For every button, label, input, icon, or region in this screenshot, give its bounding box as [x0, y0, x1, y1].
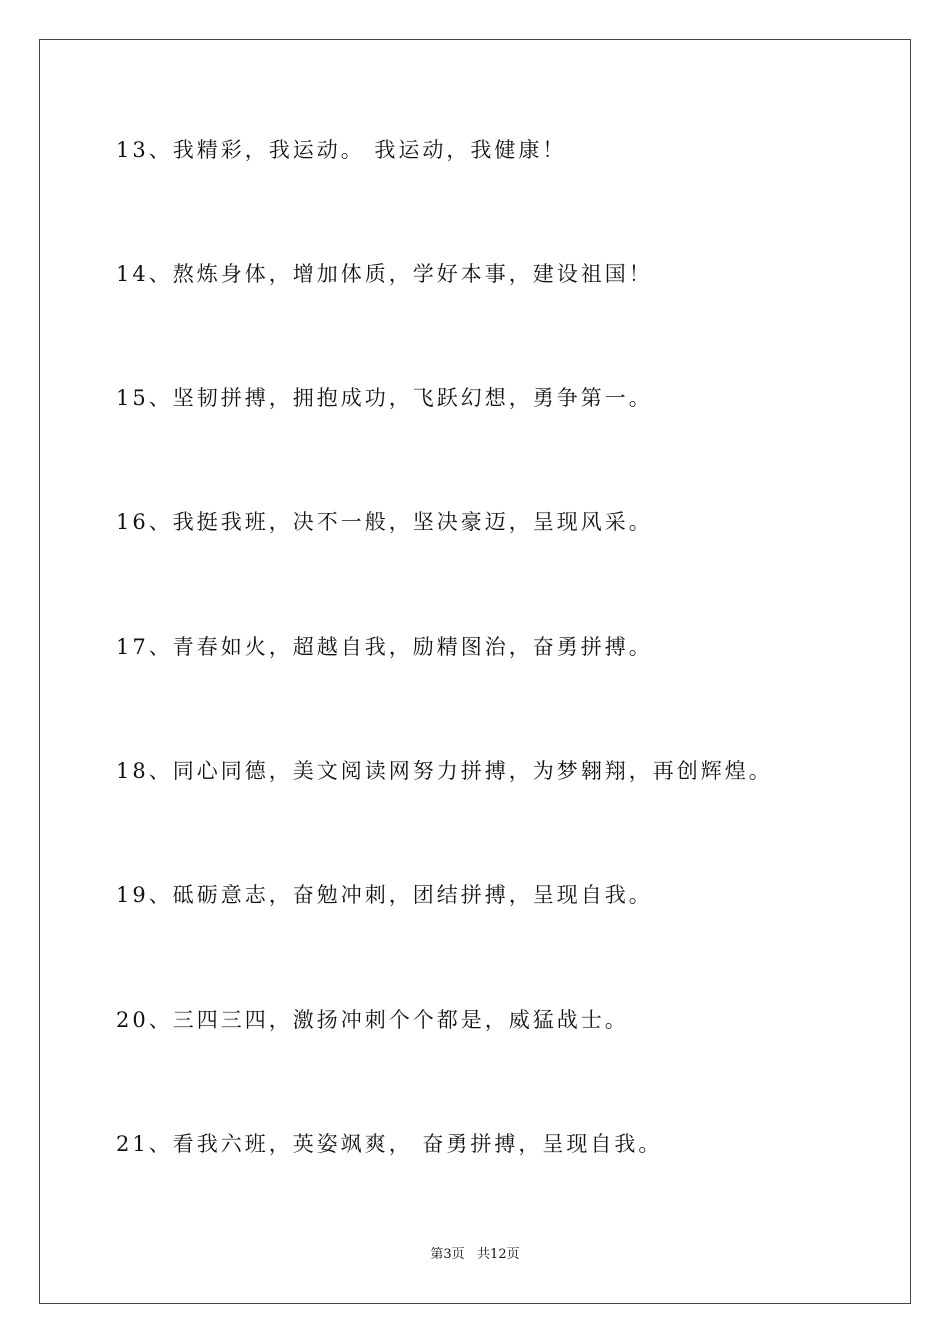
slogan-line-13: 13、我精彩，我运动。 我运动，我健康！ [116, 138, 567, 162]
slogan-line-15: 15、坚韧拼搏，拥抱成功，飞跃幻想，勇争第一。 [116, 386, 653, 410]
slogan-line-19: 19、砥砺意志，奋勉冲刺，团结拼搏，呈现自我。 [116, 883, 653, 907]
page-number-footer: 第3页 共12页 [430, 1247, 520, 1262]
slogan-line-18: 18、同心同德，美文阅读网努力拼搏，为梦翱翔，再创辉煌。 [116, 759, 773, 783]
slogan-line-16: 16、我挺我班，决不一般，坚决豪迈，呈现风采。 [116, 510, 653, 534]
slogan-line-14: 14、熬炼身体，增加体质，学好本事，建设祖国！ [116, 262, 653, 286]
slogan-line-17: 17、青春如火，超越自我，励精图治，奋勇拼搏。 [116, 635, 653, 659]
page-frame [39, 39, 911, 1304]
slogan-line-21: 21、看我六班，英姿飒爽， 奋勇拼搏，呈现自我。 [116, 1132, 663, 1156]
slogan-line-20: 20、三四三四，激扬冲刺个个都是，威猛战士。 [116, 1008, 629, 1032]
